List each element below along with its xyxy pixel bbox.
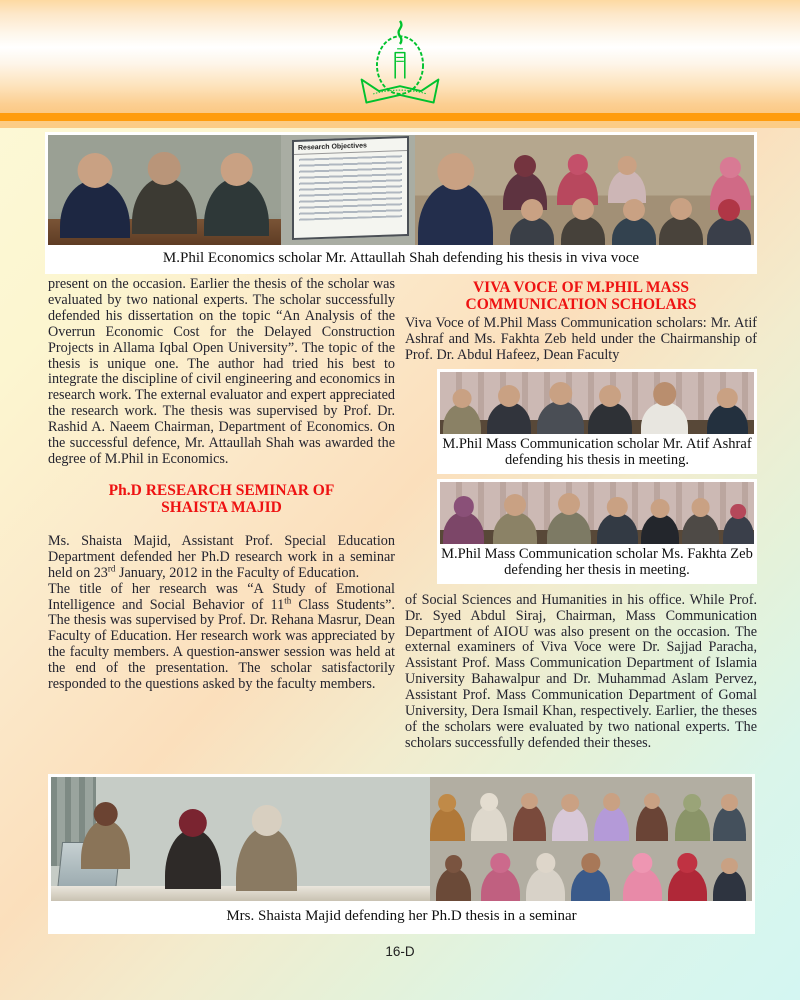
heading-line: VIVA VOCE OF M.PHIL MASS (472, 279, 689, 296)
left-paragraph-3 (48, 582, 395, 693)
text-run: January, 2012 in the Faculty of Education. (115, 564, 360, 581)
person-silhouette (418, 139, 493, 245)
person-silhouette (668, 846, 707, 901)
slide-title: Research Objectives (294, 138, 407, 155)
heading-line: Ph.D RESEARCH SEMINAR OF (108, 481, 335, 499)
presentation-slide (292, 136, 409, 240)
heading-phd-seminar (48, 482, 395, 516)
person-silhouette (713, 849, 745, 901)
person-silhouette (636, 779, 668, 841)
orange-divider-strip (0, 121, 800, 128)
text-run: Ms. Shaista Majid, Assistant Prof. Special Education Department defended her Ph.D research work in a seminar held on 23 (48, 532, 395, 581)
person-silhouette (436, 846, 471, 901)
figure-economics-viva (45, 132, 757, 274)
person-silhouette (547, 489, 591, 544)
person-silhouette (552, 784, 587, 841)
person-silhouette (675, 784, 710, 841)
figure-atif-ashraf (437, 369, 757, 474)
person-silhouette (707, 384, 748, 434)
person-silhouette (526, 846, 565, 901)
person-silhouette (641, 494, 679, 544)
person-silhouette (430, 784, 465, 841)
orange-divider-bar (0, 113, 800, 121)
left-paragraph-2 (48, 534, 395, 582)
person-silhouette (713, 782, 745, 842)
person-silhouette (493, 490, 537, 543)
person-silhouette (204, 139, 269, 236)
person-silhouette (612, 199, 656, 245)
caption-economics-viva: M.Phil Economics scholar Mr. Attaullah Shah defending his thesis in viva voce (48, 245, 754, 271)
photo-panel-audience (415, 135, 754, 245)
text-run: Class Students”. The thesis was supervised by Prof. Dr. Rehana Masrur, Dean Faculty of Education. Her research work was appreciated by the faculty members. A question-answer session was held at the end of the presentation. The scholar satisfactorily responded to the questions asked by the faculty members. (48, 596, 395, 693)
left-column (48, 277, 395, 693)
person-silhouette (571, 846, 610, 901)
caption-fakhta-zeb: M.Phil Mass Communication scholar Ms. Fakhta Zeb defending her thesis in meeting. (440, 544, 754, 581)
person-silhouette (588, 382, 632, 434)
person-silhouette (597, 493, 638, 544)
heading-line: SHAISTA MAJID (161, 498, 282, 516)
person-silhouette (557, 146, 598, 205)
right-paragraph-1: Viva Voce of M.Phil Mass Communication scholars: Mr. Atif Ashraf and Ms. Fakhta Zeb held under the Chairmanship of Prof. Dr. Abdul Hafeez, Dean Faculty (405, 315, 757, 363)
right-paragraph-2: of Social Sciences and Humanities in his office. While Prof. Dr. Syed Abdul Siraj, Chairman, Mass Communication Department of AIOU was also present on the occasion. The external examiners of Viva Voce were Dr. Sajjad Paracha, Assistant Prof. Mass Communication Department of Islamia University Bahawalpur and Dr. Muhammad Aslam Pervez, Assistant Prof. Mass Communication Department of Gomal University, Dera Ismail Khan, respectively. Earlier, the theses of the scholars were evaluated by two national experts. The scholars successfully defended their theses. (405, 591, 757, 751)
photo-panel-audience-rows (430, 777, 752, 901)
person-silhouette (723, 497, 754, 544)
photo-shaista-seminar (51, 777, 752, 901)
left-paragraph-1: present on the occasion. Earlier the thesis of the scholar was evaluated by two national experts. The scholar successfully defended his dissertation on the topic “An Analysis of the Overrun Economic Cost for the Delayed Construction Projects in Allama Iqbal Open University”. The topic of the thesis is unique one. The author had tried his best to integrate the discipline of civil engineering and economics in research work. The external evaluator and expert appreciated the research work. The thesis was supervised by Prof. Dr. Rashid A. Naeem Chairman, Department of Economics. On the successful defence, Mr. Attaullah Shah was awarded the degree of M.Phil in Economics. (48, 276, 395, 467)
person-silhouette (81, 787, 130, 869)
figure-fakhta-zeb (437, 479, 757, 584)
person-silhouette (60, 142, 130, 239)
person-silhouette (641, 380, 688, 433)
person-silhouette (659, 197, 703, 245)
person-silhouette (537, 379, 584, 434)
person-silhouette (236, 784, 297, 891)
person-silhouette (513, 779, 545, 841)
caption-shaista-seminar: Mrs. Shaista Majid defending her Ph.D thesis in a seminar (51, 901, 752, 931)
aiou-logo-icon (352, 18, 448, 123)
person-silhouette (594, 782, 629, 842)
photo-panel-examiners (48, 135, 281, 245)
photo-fakhta-zeb (440, 482, 754, 544)
person-silhouette (487, 382, 531, 434)
slide-text-lines (299, 156, 402, 221)
ordinal-suffix: rd (107, 562, 116, 573)
text-run: The title of her research was “A Study of Emotional Intelligence and Social Behavior of 11 (48, 580, 395, 613)
right-column (405, 279, 757, 752)
figure-shaista-seminar (48, 774, 755, 934)
person-silhouette (481, 846, 520, 901)
person-silhouette (623, 846, 662, 901)
heading-line: COMMUNICATION SCHOLARS (465, 296, 697, 313)
photo-panel-presenters (51, 777, 430, 901)
photo-economics-viva (48, 135, 754, 245)
person-silhouette (443, 384, 481, 434)
ordinal-suffix: th (284, 594, 292, 605)
person-silhouette (165, 789, 222, 888)
photo-atif-ashraf (440, 372, 754, 434)
person-silhouette (132, 139, 197, 234)
page-number: 16-D (385, 944, 415, 959)
person-silhouette (443, 492, 484, 544)
person-silhouette (608, 148, 645, 203)
person-silhouette (682, 493, 720, 544)
heading-viva-voce (405, 279, 757, 313)
photo-panel-slide (281, 135, 415, 245)
person-silhouette (471, 782, 506, 842)
caption-atif-ashraf: M.Phil Mass Communication scholar Mr. Atif Ashraf defending his thesis in meeting. (440, 434, 754, 471)
